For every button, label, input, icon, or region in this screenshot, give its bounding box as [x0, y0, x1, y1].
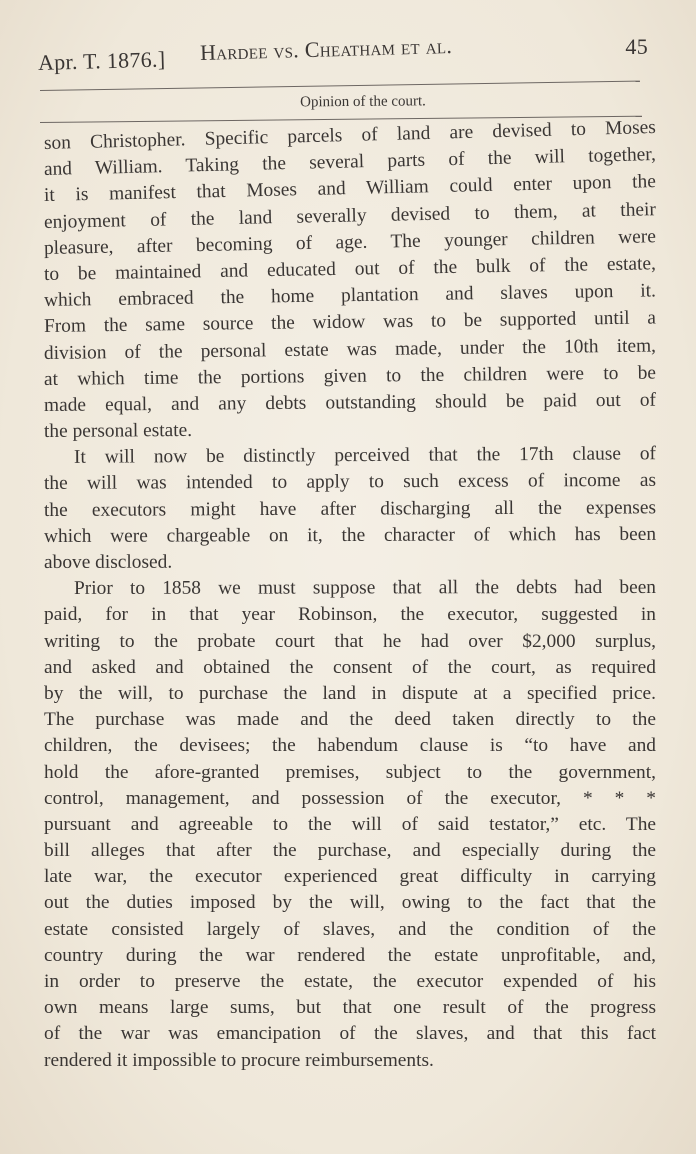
- text-line: it is manifest that Moses and William could enter upon the: [43, 171, 657, 207]
- text-line: and asked and obtained the consent of the court, as required: [44, 656, 656, 678]
- text-line: made equal, and any debts outstanding should be paid out of: [43, 389, 657, 416]
- text-line: paid, for in that year Robinson, the executor, suggested in: [44, 604, 656, 626]
- section-heading: Opinion of the court.: [300, 93, 426, 111]
- text-line: Prior to 1858 we must suppose that all the debts had been: [73, 577, 657, 600]
- text-line: pleasure, after becoming of age. The younger children were: [43, 226, 657, 259]
- text-line: children, the devisees; the habendum clause is “to have and: [44, 735, 656, 757]
- text-line: The purchase was made and the deed taken directly to the: [44, 709, 656, 731]
- header-rule-top: [40, 81, 640, 91]
- text-line: the executors might have after discharging all the expenses: [43, 496, 657, 521]
- text-line: the personal estate.: [43, 420, 193, 443]
- text-line: It will now be distinctly perceived that the 17th clause of: [73, 443, 657, 469]
- text-line: writing to the probate court that he had over $2,000 surplus,: [44, 630, 656, 652]
- text-line: late war, the executor experienced great difficulty in carrying: [44, 866, 656, 888]
- text-line: son Christopher. Specific parcels of land are devised to Moses: [43, 116, 657, 154]
- text-line: at which time the portions given to the children were to be: [43, 362, 657, 390]
- text-line: pursuant and agreeable to the will of said testator,” etc. The: [44, 813, 656, 835]
- text-line: enjoyment of the land severally devised to them, at their: [43, 198, 657, 233]
- text-line: and William. Taking the several parts of the will together,: [43, 144, 657, 181]
- running-head: [38, 34, 648, 74]
- text-line: bill alleges that after the purchase, and especially during the: [44, 840, 656, 862]
- text-line: of the war was emancipation of the slaves, and that this fact: [44, 1023, 656, 1045]
- text-line: by the will, to purchase the land in dispute at a specified price.: [44, 682, 656, 704]
- term-label: Apr. T. 1876.]: [37, 46, 166, 75]
- text-line: which embraced the home plantation and slaves upon it.: [43, 280, 657, 312]
- text-line: rendered it impossible to procure reimbursements.: [44, 1049, 434, 1071]
- text-line: From the same source the widow was to be supported until a: [43, 307, 657, 338]
- opinion-text: [43, 116, 657, 1074]
- text-line: estate consisted largely of slaves, and the condition of the: [44, 918, 656, 940]
- text-line: the will was intended to apply to such excess of income as: [43, 470, 657, 495]
- text-line: to be maintained and educated out of the bulk of the estate,: [43, 253, 657, 285]
- text-line: above disclosed.: [43, 551, 173, 573]
- text-line: hold the afore-granted premises, subject to the government,: [44, 761, 656, 783]
- case-title: Hardee vs. Cheatham et al.: [199, 32, 453, 65]
- text-line: in order to preserve the estate, the executor expended of his: [44, 971, 656, 992]
- text-line: country during the war rendered the estate unprofitable, and,: [44, 944, 656, 966]
- text-line: control, management, and possession of the executor, * * *: [44, 787, 656, 809]
- text-line: own means large sums, but that one result of the progress: [44, 997, 656, 1019]
- text-line: out the duties imposed by the will, owing to the fact that the: [44, 892, 656, 914]
- page-number: 45: [625, 34, 648, 59]
- text-line: division of the personal estate was made, under the 10th item,: [43, 335, 657, 364]
- text-line: which were chargeable on it, the character of which has been: [43, 523, 657, 547]
